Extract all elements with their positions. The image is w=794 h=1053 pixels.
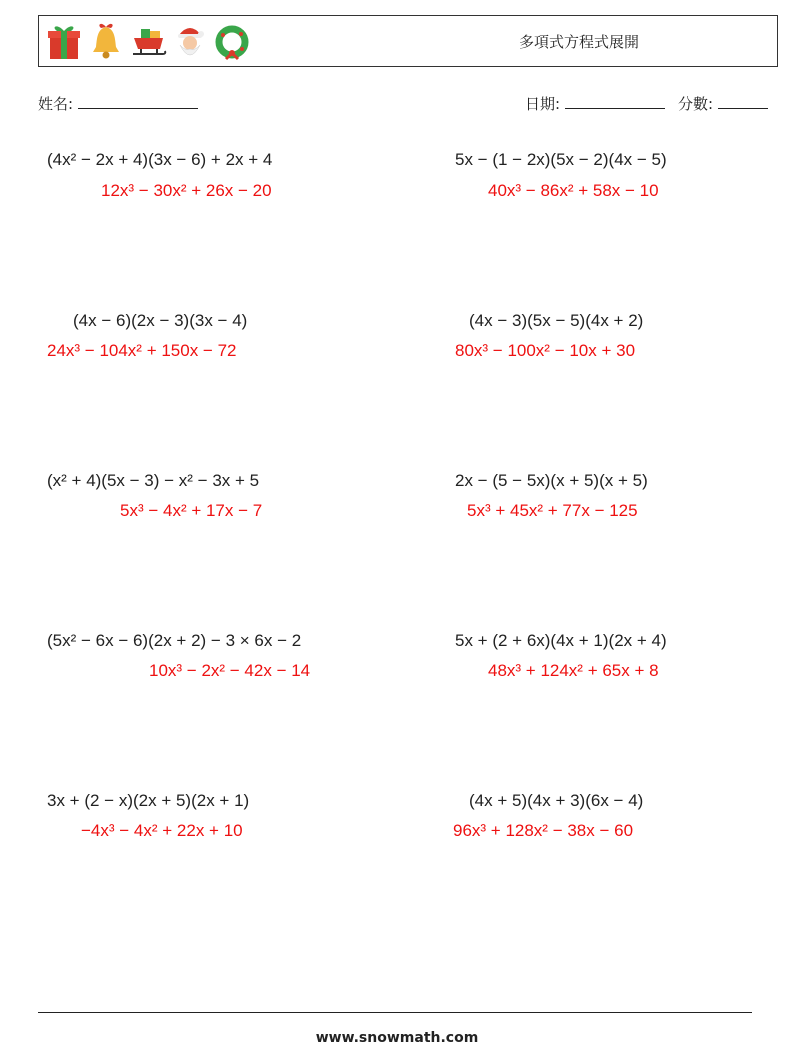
problem-answer: 5x³ − 4x² + 17x − 7 xyxy=(120,501,263,520)
score-blank[interactable] xyxy=(718,94,768,109)
problem-question: (4x − 3)(5x − 5)(4x + 2) xyxy=(469,311,644,330)
problem-question: (4x − 6)(2x − 3)(3x − 4) xyxy=(73,311,248,330)
problem-answer: 80x³ − 100x² − 10x + 30 xyxy=(455,341,636,360)
footer-divider xyxy=(38,1012,752,1013)
gift-icon xyxy=(45,21,83,61)
problem-answer: 5x³ + 45x² + 77x − 125 xyxy=(467,501,638,520)
score-field xyxy=(678,93,768,114)
date-blank[interactable] xyxy=(565,94,665,109)
problem-answer: 10x³ − 2x² − 42x − 14 xyxy=(149,661,311,680)
problem-answer: 48x³ + 124x² + 65x + 8 xyxy=(488,661,659,680)
problem-question: 5x − (1 − 2x)(5x − 2)(4x − 5) xyxy=(455,150,667,169)
worksheet-header xyxy=(38,15,778,67)
name-field xyxy=(38,93,198,114)
problem-answer: 40x³ − 86x² + 58x − 10 xyxy=(488,181,659,200)
worksheet-title: 多項式方程式展開 xyxy=(519,33,640,51)
problem-question: 2x − (5 − 5x)(x + 5)(x + 5) xyxy=(455,471,648,490)
problem-answer: −4x³ − 4x² + 22x + 10 xyxy=(81,821,243,840)
problem-question: (5x² − 6x − 6)(2x + 2) − 3 × 6x − 2 xyxy=(47,631,302,650)
problem-question: 3x + (2 − x)(2x + 5)(2x + 1) xyxy=(47,791,250,810)
date-label: 日期: xyxy=(525,95,561,113)
wreath-icon xyxy=(213,21,251,61)
problem-answer: 24x³ − 104x² + 150x − 72 xyxy=(47,341,237,360)
name-label: 姓名: xyxy=(38,95,74,113)
problem-answer: 12x³ − 30x² + 26x − 20 xyxy=(101,181,272,200)
sleigh-icon xyxy=(129,21,167,61)
name-blank[interactable] xyxy=(78,94,198,109)
santa-icon xyxy=(171,21,209,61)
score-label: 分數: xyxy=(678,95,714,113)
header-icons xyxy=(45,21,251,61)
bell-icon xyxy=(87,21,125,61)
footer-url[interactable]: www.snowmath.com xyxy=(315,1030,479,1046)
problem-question: 5x + (2 + 6x)(4x + 1)(2x + 4) xyxy=(455,631,667,650)
date-field xyxy=(525,93,665,114)
problem-answer: 96x³ + 128x² − 38x − 60 xyxy=(453,821,634,840)
problem-question: (4x + 5)(4x + 3)(6x − 4) xyxy=(469,791,644,810)
problem-question: (4x² − 2x + 4)(3x − 6) + 2x + 4 xyxy=(47,150,273,169)
problem-question: (x² + 4)(5x − 3) − x² − 3x + 5 xyxy=(47,471,260,490)
